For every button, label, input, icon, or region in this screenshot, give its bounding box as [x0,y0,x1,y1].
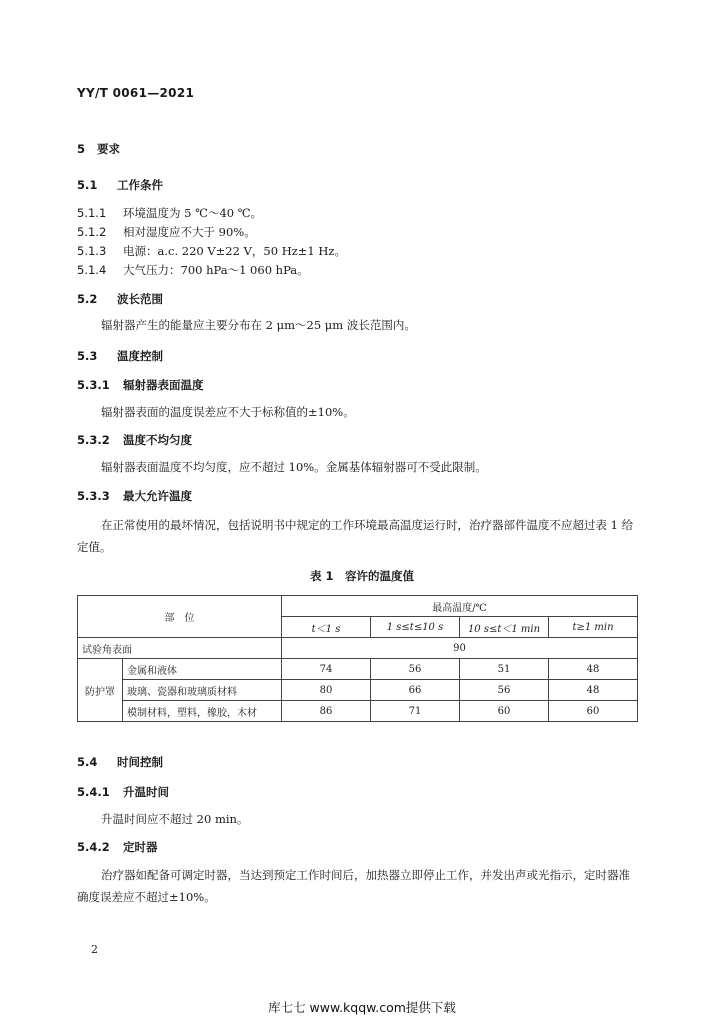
section-5-3-2-body: 辐射器表面温度不均匀度，应不超过 10%。金属基体辐射器可不受此限制。 [101,460,487,474]
section-5-4-1-body: 升温时间应不超过 20 min。 [101,812,249,826]
section-title: 温度不均匀度 [123,433,192,447]
section-5-1-heading [77,177,163,193]
section-number: 5.3.3 [77,489,110,503]
header-col-4: t≥1 min [549,617,638,638]
table-cell: 66 [371,680,460,701]
section-number: 5.3.1 [77,378,110,392]
row-label-test-corner: 试验角表面 [78,638,282,659]
clause-text: 大气压力：700 hPa～1 060 hPa。 [123,263,309,277]
section-5-3-1-heading [77,377,204,393]
table-cell: 48 [549,659,638,680]
clause-text: 相对湿度应不大于 90%。 [123,225,256,239]
page-number: 2 [91,943,98,956]
clause-number: 5.1.1 [77,206,107,220]
header-col-2: 1 s≤t≤10 s [371,617,460,638]
clause-number: 5.1.3 [77,244,107,258]
table-cell: 60 [460,701,549,722]
section-number: 5.4.2 [77,840,110,854]
section-number: 5.4.1 [77,785,110,799]
temperature-table [77,595,638,722]
table-cell: 48 [549,680,638,701]
section-5-2-heading [77,291,163,307]
table-cell: 56 [371,659,460,680]
section-number: 5.2 [77,292,98,306]
section-number: 5.3 [77,349,98,363]
section-title: 升温时间 [123,785,169,799]
section-5-4-1-heading [77,784,169,800]
section-5-3-heading [77,348,163,364]
header-position: 部 位 [78,596,282,638]
section-5-4-heading [77,754,163,770]
table-cell: 86 [282,701,371,722]
download-footer: 库七七 www.kqqw.com提供下载 [268,1000,456,1015]
section-title: 辐射器表面温度 [123,378,204,392]
row-label: 金属和液体 [123,659,282,680]
row-label: 玻璃、瓷器和玻璃质材料 [123,680,282,701]
section-5-2-body: 辐射器产生的能量应主要分布在 2 μm～25 μm 波长范围内。 [101,318,416,332]
clause-5-1-4 [77,262,309,278]
cell-test-corner-value: 90 [282,638,638,659]
section-title: 定时器 [123,840,158,854]
group-label-guard: 防护罩 [78,659,123,722]
table-cell: 71 [371,701,460,722]
section-number: 5 [77,142,86,156]
document-id: YY/T 0061—2021 [77,86,195,100]
section-5-heading [77,141,120,157]
section-title: 时间控制 [117,755,163,769]
table-cell: 56 [460,680,549,701]
clause-number: 5.1.2 [77,225,107,239]
section-title: 波长范围 [117,292,163,306]
clause-number: 5.1.4 [77,263,107,277]
table-cell: 51 [460,659,549,680]
section-5-4-2-body: 治疗器如配备可调定时器，当达到预定工作时间后，加热器立即停止工作，并发出声或光指示，定时器准确度误差应不超过±10%。 [77,868,630,904]
clause-5-1-2 [77,224,256,240]
section-title: 最大允许温度 [123,489,192,503]
section-5-4-2-heading [77,839,158,855]
clause-text: 电源：a.c. 220 V±22 V，50 Hz±1 Hz。 [123,244,346,258]
clause-text: 环境温度为 5 ℃～40 ℃。 [123,206,263,220]
table-caption: 表 1 容许的温度值 [309,569,414,583]
section-title: 温度控制 [117,349,163,363]
section-5-3-3-body: 在正常使用的最坏情况，包括说明书中规定的工作环境最高温度运行时，治疗器部件温度不应超过表 1 给定值。 [77,518,634,554]
section-5-3-2-heading [77,432,192,448]
section-title: 工作条件 [117,178,163,192]
section-number: 5.1 [77,178,98,192]
clause-5-1-1 [77,205,262,221]
table-cell: 74 [282,659,371,680]
section-number: 5.3.2 [77,433,110,447]
header-col-1: t＜1 s [282,617,371,638]
section-number: 5.4 [77,755,98,769]
section-5-3-3-heading [77,488,192,504]
table-cell: 60 [549,701,638,722]
row-label: 模制材料，塑料，橡胶，木材 [123,701,282,722]
section-5-3-1-body: 辐射器表面的温度误差应不大于标称值的±10%。 [101,405,355,419]
header-max-temp: 最高温度/℃ [282,596,638,617]
table-cell: 80 [282,680,371,701]
section-title: 要求 [97,142,120,156]
clause-5-1-3 [77,243,346,259]
header-col-3: 10 s≤t＜1 min [460,617,549,638]
